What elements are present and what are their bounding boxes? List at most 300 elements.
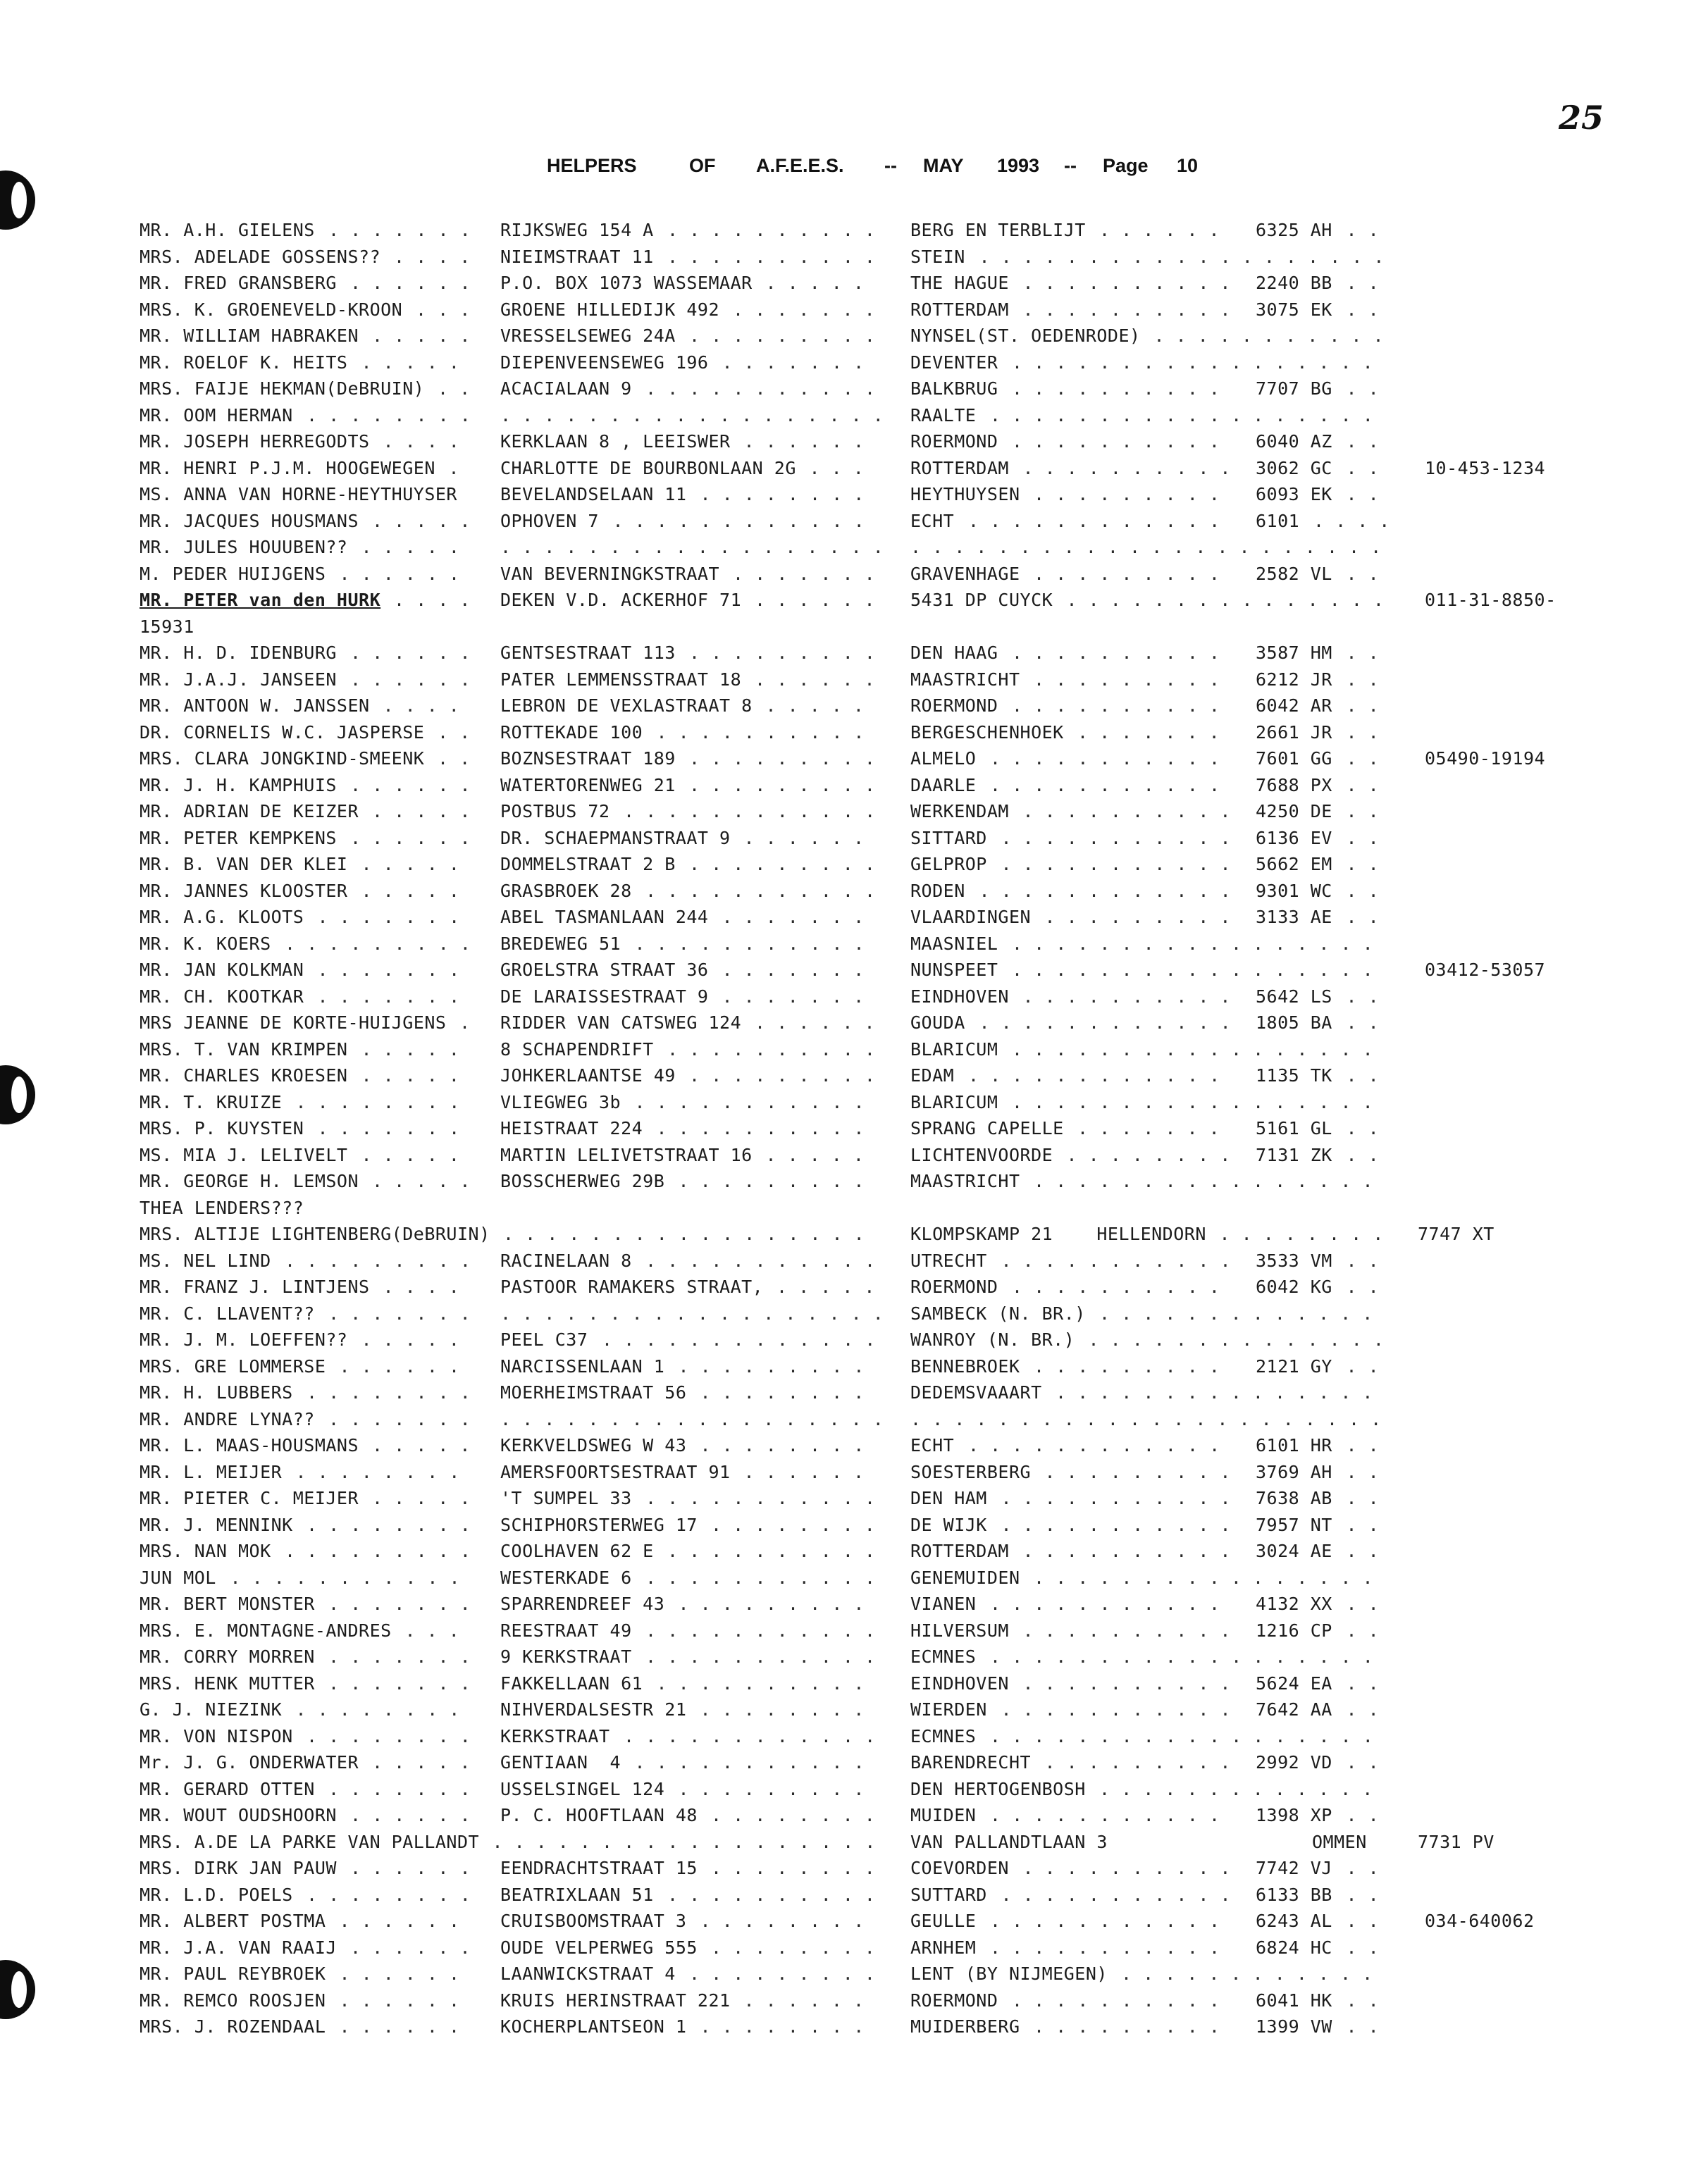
- dot-leader: . . . . . . . . . . . . . . . . . .: [500, 404, 884, 426]
- dot-leader: . . . . . . .: [722, 352, 865, 373]
- helper-name: MR. ANDRE LYNA??: [140, 1408, 315, 1429]
- helper-name: MR. L. MAAS-HOUSMANS: [140, 1435, 359, 1456]
- helper-name: MR. FRED GRANSBERG: [140, 273, 337, 293]
- helper-name: MRS. NAN MOK: [140, 1541, 271, 1561]
- dot-leader: . . . . . . . . . . . . . .: [1088, 1329, 1385, 1350]
- dot-leader: . . . . . . . . . . . . . . . . . .: [990, 1646, 1374, 1667]
- helper-postcode: 5662 EM: [1256, 854, 1332, 874]
- table-row: [0, 270, 1708, 297]
- helper-city: GEULLE: [910, 1911, 977, 1931]
- dot-leader: . .: [1346, 1858, 1380, 1878]
- header-year: 1993: [997, 155, 1040, 176]
- dot-leader: . . . . . . . . . .: [1022, 1620, 1231, 1641]
- dot-leader: . . . . . .: [339, 1355, 460, 1377]
- dot-leader: . . . . . . .: [328, 1303, 471, 1324]
- dot-leader: . . . . . . . . . . . . . . . . . .: [500, 537, 884, 557]
- table-row: [0, 1882, 1708, 1909]
- helper-city: DE WIJK: [910, 1514, 987, 1535]
- dot-leader: . . . . . . . . . . . . .: [1099, 1303, 1373, 1324]
- dot-leader: . . . . . . . . .: [1034, 669, 1220, 690]
- helper-address: LEBRON DE VEXLASTRAAT 8: [500, 695, 753, 716]
- helper-postcode: 6325 AH: [1256, 220, 1332, 240]
- helper-postcode: 9301 WC: [1256, 880, 1332, 901]
- dot-leader: . . . . . . . . . .: [1012, 643, 1220, 663]
- dot-leader: . .: [1346, 774, 1380, 795]
- dot-leader: . . . . . . . . .: [1034, 1355, 1220, 1377]
- helper-name: MR. PAUL REYBROEK: [140, 1963, 326, 1984]
- dot-leader: . .: [1346, 1620, 1380, 1641]
- helper-postcode: 7601 GG: [1256, 748, 1332, 769]
- dot-leader: . .: [1346, 1461, 1380, 1482]
- helper-name: MR. WOUT OUDSHOORN: [140, 1805, 337, 1825]
- helper-address: POSTBUS 72: [500, 801, 610, 821]
- header-dash: --: [884, 155, 897, 176]
- table-row: [0, 481, 1708, 508]
- dot-leader: . . . . . . . . . . . . . . . .: [1034, 1567, 1374, 1588]
- helper-postcode: 6040 AZ: [1256, 431, 1332, 452]
- helper-name: MR. JULES HOUUBEN??: [140, 537, 348, 557]
- helper-name: MR. T. KRUIZE: [140, 1091, 283, 1112]
- header-word: HELPERS: [547, 155, 637, 176]
- dot-leader: . . . . .: [372, 325, 471, 346]
- helper-city: BERG EN TERBLIJT: [910, 220, 1086, 240]
- helper-postcode: 2121 GY: [1256, 1355, 1332, 1377]
- helper-name: MRS. A.DE LA PARKE VAN PALLANDT: [140, 1831, 480, 1852]
- helper-postcode: 6136 EV: [1256, 827, 1332, 848]
- dot-leader: . . . . . . . .: [700, 1382, 865, 1403]
- helper-name: MS. MIA J. LELIVELT: [140, 1144, 348, 1165]
- helper-name: MRS. ADELADE GOSSENS??: [140, 246, 381, 267]
- helper-postcode: 6042 KG: [1256, 1277, 1332, 1297]
- helper-address: EENDRACHTSTRAAT 15: [500, 1858, 698, 1878]
- dot-leader: . . . . . . . . . .: [1022, 457, 1231, 478]
- dot-leader: . . . . . . . . . . . .: [968, 510, 1220, 531]
- helper-address: ACACIALAAN 9: [500, 378, 632, 399]
- dot-leader: . . .: [809, 457, 865, 478]
- helper-postcode: 1805 BA: [1256, 1012, 1332, 1033]
- table-row: [0, 1987, 1708, 2014]
- helper-address: BEVELANDSELAAN 11: [500, 484, 687, 504]
- dot-leader: .: [448, 457, 460, 478]
- helper-name: MR. JOSEPH HERREGODTS: [140, 431, 370, 452]
- helper-city: EINDHOVEN: [910, 986, 1009, 1007]
- helper-name: MRS. DIRK JAN PAUW: [140, 1858, 337, 1878]
- dot-leader: . . . . . . . . .: [1034, 563, 1220, 584]
- helper-address: RACINELAAN 8: [500, 1250, 632, 1271]
- dot-leader: . .: [1346, 986, 1380, 1007]
- helper-name: MR. REMCO ROOSJEN: [140, 1990, 326, 2011]
- helper-address: KERKSTRAAT: [500, 1725, 610, 1746]
- dot-leader: . . . . . . . .: [711, 1858, 876, 1878]
- dot-leader: . . . . . . . . . . .: [1001, 1514, 1232, 1535]
- helper-address: WATERTORENWEG 21: [500, 774, 676, 795]
- helper-address: DIEPENVEENSEWEG 196: [500, 352, 709, 373]
- dot-leader: . . . . . . . . . . .: [1001, 1699, 1232, 1720]
- helper-city: HILVERSUM: [910, 1620, 1009, 1641]
- dot-leader: . .: [1346, 457, 1380, 478]
- dot-leader: . . . . . . .: [328, 1594, 471, 1614]
- helper-address: 8 SCHAPENDRIFT: [500, 1038, 654, 1060]
- dot-leader: . . . . . . . . . . . . . . . . .: [1012, 1038, 1374, 1060]
- dot-leader: . . . . . . . . . . .: [230, 1567, 461, 1588]
- dot-leader: . . . . . .: [339, 1990, 460, 2011]
- helper-phone: 05490-19194: [1425, 748, 1546, 769]
- dot-leader: . .: [438, 748, 471, 769]
- helper-address: REESTRAAT 49: [500, 1620, 632, 1641]
- dot-leader: . . . . . . . . . . .: [990, 1937, 1220, 1958]
- dot-leader: . .: [1346, 1250, 1380, 1271]
- dot-leader: . . . . . . . .: [307, 404, 471, 426]
- dot-leader: . . . . . . . . . . . . . . . . . .: [990, 404, 1374, 426]
- table-row: [0, 402, 1708, 429]
- dot-leader: . . . . . . .: [317, 986, 460, 1007]
- helper-city: STEIN: [910, 246, 965, 267]
- helper-city: NYNSEL(ST. OEDENRODE): [910, 325, 1141, 346]
- dot-leader: . .: [1346, 827, 1380, 848]
- dot-leader: . .: [1346, 907, 1380, 927]
- helper-postcode: 6042 AR: [1256, 695, 1332, 716]
- table-row: [0, 798, 1708, 825]
- dot-leader: . . .: [404, 1620, 460, 1641]
- helper-postcode: 3075 EK: [1256, 299, 1332, 320]
- dot-leader: . . . . . . . . . . . . . . .: [1066, 590, 1385, 610]
- helper-name: THEA LENDERS???: [140, 1197, 304, 1218]
- helper-postcode: 3024 AE: [1256, 1541, 1332, 1561]
- dot-leader: . . . . . .: [350, 669, 471, 690]
- helper-city: ECMNES: [910, 1646, 977, 1667]
- dot-leader: . . . . .: [361, 1329, 460, 1350]
- helper-city: THE HAGUE: [910, 273, 1009, 293]
- dot-leader: . . . . .: [361, 537, 460, 557]
- dot-leader: . . . . . . . . . .: [1022, 299, 1231, 320]
- header-page-label: Page: [1103, 155, 1149, 176]
- dot-leader: . . . . .: [372, 1171, 471, 1191]
- helper-postcode: 7131 ZK: [1256, 1144, 1332, 1165]
- dot-leader: . . . . . . . . .: [285, 933, 471, 954]
- helper-phone: 10-453-1234: [1425, 457, 1546, 478]
- helper-address: PASTOOR RAMAKERS STRAAT,: [500, 1277, 764, 1297]
- helper-name: MR. J.A.J. JANSEEN: [140, 669, 337, 690]
- helper-name: MR. GERARD OTTEN: [140, 1778, 315, 1799]
- dot-leader: . . . . . . . . . . . . . . . . . . . . . .: [910, 537, 1382, 557]
- table-row: [0, 1459, 1708, 1486]
- table-row: [0, 1248, 1708, 1274]
- dot-leader: . . . . .: [361, 854, 460, 874]
- dot-leader: . . . . . .: [339, 563, 460, 584]
- helper-name: MRS. ALTIJE LIGHTENBERG(DeBRUIN): [140, 1224, 490, 1244]
- dot-leader: . .: [1346, 220, 1380, 240]
- helper-name: MR. H. D. IDENBURG: [140, 643, 337, 663]
- dot-leader: . . . . . . . . . . .: [990, 1911, 1220, 1931]
- dot-leader: . . . . . . . . . .: [1022, 1673, 1231, 1694]
- helper-address: P. C. HOOFTLAAN 48: [500, 1805, 698, 1825]
- dot-leader: . . . . . . .: [328, 1673, 471, 1694]
- dot-leader: . .: [1346, 2016, 1380, 2037]
- table-row: [0, 1723, 1708, 1750]
- dot-leader: . . . . . . . . .: [678, 1778, 865, 1799]
- helper-city: DAARLE: [910, 774, 977, 795]
- helper-address: FAKKELLAAN 61: [500, 1673, 643, 1694]
- dot-leader: . . . . . . . . .: [285, 1250, 471, 1271]
- dot-leader: . . . . . . . . .: [689, 1963, 876, 1984]
- dot-leader: . . . . . . . . . . .: [990, 748, 1220, 769]
- dot-leader: . . . . . .: [1099, 220, 1220, 240]
- helper-city: LICHTENVOORDE: [910, 1144, 1053, 1165]
- table-row: [0, 455, 1708, 482]
- dot-leader: . . . . . . . . . . .: [990, 774, 1220, 795]
- dot-leader: . . . . . . . .: [700, 2016, 865, 2037]
- table-row: [0, 957, 1708, 984]
- helper-postcode: 7742 VJ: [1256, 1858, 1332, 1878]
- dot-leader: . .: [1346, 1514, 1380, 1535]
- table-row: [0, 878, 1708, 905]
- dot-leader: . . . . . . . . . .: [667, 246, 876, 267]
- helper-city: ALMELO: [910, 748, 977, 769]
- helper-address: DE LARAISSESTRAAT 9: [500, 986, 709, 1007]
- helper-postcode: 5161 GL: [1256, 1118, 1332, 1138]
- helper-address: COOLHAVEN 62 E: [500, 1541, 654, 1561]
- helper-name: MS. ANNA VAN HORNE-HEYTHUYSER: [140, 484, 457, 504]
- helper-postcode: 6243 AL: [1256, 1911, 1332, 1931]
- helper-address: AMERSFOORTSESTRAAT 91: [500, 1461, 731, 1482]
- dot-leader: . . . . . . .: [328, 220, 471, 240]
- helper-city: BLARICUM: [910, 1038, 998, 1060]
- dot-leader: . . . . . . . . . .: [1012, 695, 1220, 716]
- table-row: [0, 297, 1708, 323]
- dot-leader: . . . . . . . .: [711, 1514, 876, 1535]
- helper-city: ROERMOND: [910, 1990, 998, 2011]
- dot-leader: . . . . . . .: [722, 986, 865, 1007]
- helper-name: MRS. E. MONTAGNE-ANDRES: [140, 1620, 392, 1641]
- helper-name: MR. GEORGE H. LEMSON: [140, 1171, 359, 1191]
- helper-postcode: 6212 JR: [1256, 669, 1332, 690]
- dot-leader: . . . . . . . . . . .: [990, 1805, 1220, 1825]
- dot-leader: . .: [1346, 1118, 1380, 1138]
- helper-address: JOHKERLAANTSE 49: [500, 1065, 676, 1086]
- dot-leader: . . . . . . . . . .: [667, 1884, 876, 1905]
- dot-leader: . . . . . . . . .: [1044, 907, 1231, 927]
- dot-leader: . . . . . . . . . .: [1022, 273, 1231, 293]
- dot-leader: . . . . . . . .: [711, 1805, 876, 1825]
- helper-name: MR. J. MENNINK: [140, 1514, 293, 1535]
- helper-name: MR. A.H. GIELENS: [140, 220, 315, 240]
- helper-postcode: 6093 EK: [1256, 484, 1332, 504]
- helper-address: WESTERKADE 6: [500, 1567, 632, 1588]
- helper-city: EDAM: [910, 1065, 955, 1086]
- dot-leader: . . . . . . . . . . .: [645, 1567, 876, 1588]
- dot-leader: . . . . . . . . . .: [656, 721, 865, 743]
- header-word: OF: [689, 155, 716, 176]
- helper-postcode: 7642 AA: [1256, 1699, 1332, 1720]
- helper-name: MR. L.D. POELS: [140, 1884, 293, 1905]
- helper-name: MR. WILLIAM HABRAKEN: [140, 325, 359, 346]
- helper-city: VIANEN: [910, 1594, 977, 1614]
- dot-leader: . . . . . . .: [317, 1118, 460, 1138]
- dot-leader: . . . . . . .: [1077, 721, 1220, 743]
- helper-postcode: 6041 HK: [1256, 1990, 1332, 2011]
- dot-leader: . . . . .: [372, 510, 471, 531]
- helper-postcode: 5642 LS: [1256, 986, 1332, 1007]
- dot-leader: . . . . . . .: [317, 907, 460, 927]
- table-row: [0, 1776, 1708, 1803]
- table-row: [0, 640, 1708, 666]
- helper-name: MR. BERT MONSTER: [140, 1594, 315, 1614]
- dot-leader: . . . . . . . . . . .: [1001, 1250, 1232, 1271]
- table-row: [0, 1961, 1708, 1987]
- dot-leader: . . . . . . . . .: [678, 1594, 865, 1614]
- dot-leader: . . . . . .: [755, 669, 876, 690]
- dot-leader: . .: [1346, 1488, 1380, 1508]
- helper-address: ROTTEKADE 100: [500, 721, 643, 743]
- helper-city: ROTTERDAM: [910, 299, 1009, 320]
- helper-city: GOUDA: [910, 1012, 965, 1033]
- table-row: [0, 984, 1708, 1010]
- helper-address: CRUISBOOMSTRAAT 3: [500, 1911, 687, 1931]
- helper-address: USSELSINGEL 124: [500, 1778, 665, 1799]
- dot-leader: . . . . . . . . . . . . . . . . . . .: [979, 246, 1385, 267]
- dot-leader: . . . . . . . . . . . .: [968, 1435, 1220, 1456]
- helper-city: ROTTERDAM: [910, 457, 1009, 478]
- helper-address: KRUIS HERINSTRAAT 221: [500, 1990, 731, 2011]
- helper-postcode: 7707 BG: [1256, 378, 1332, 399]
- table-row: [0, 904, 1708, 931]
- helper-city: BALKBRUG: [910, 378, 998, 399]
- helper-name: MRS. K. GROENEVELD-KROON: [140, 299, 403, 320]
- helper-city: VAN PALLANDTLAAN 3: [910, 1831, 1108, 1852]
- dot-leader: . . . . . .: [350, 273, 471, 293]
- helper-city: GRAVENHAGE: [910, 563, 1020, 584]
- dot-leader: . .: [1346, 695, 1380, 716]
- dot-leader: . . . . . . . . .: [689, 774, 876, 795]
- dot-leader: . . . . . . . . . . .: [645, 1646, 876, 1667]
- dot-leader: . . . . . . . . . . .: [634, 1752, 865, 1773]
- dot-leader: . . . . .: [361, 1144, 460, 1165]
- dot-leader: . . . . . .: [339, 1963, 460, 1984]
- helper-postcode: 6133 BB: [1256, 1884, 1332, 1905]
- helper-address: MARTIN LELIVETSTRAAT 16: [500, 1144, 753, 1165]
- helper-name: MRS. GRE LOMMERSE: [140, 1355, 326, 1377]
- dot-leader: . . . . . . . . . .: [1012, 1990, 1220, 2011]
- helper-address: VAN BEVERNINGKSTRAAT: [500, 563, 720, 584]
- dot-leader: . .: [1346, 1752, 1380, 1773]
- helper-city: BLARICUM: [910, 1091, 998, 1112]
- dot-leader: . . . . . . . . . .: [1022, 801, 1231, 821]
- helper-city: MAASNIEL: [910, 933, 998, 954]
- helper-city: MAASTRICHT: [910, 669, 1020, 690]
- dot-leader: . . . . . .: [743, 827, 865, 848]
- helper-address: GENTIAAN 4: [500, 1752, 621, 1773]
- dot-leader: . . . . . . . . . . . . . . . . .: [1012, 1091, 1374, 1112]
- helper-name: MR. ROELOF K. HEITS: [140, 352, 348, 373]
- helper-postcode: 7688 PX: [1256, 774, 1332, 795]
- dot-leader: . . . . . . . . . . .: [645, 1620, 876, 1641]
- dot-leader: . .: [1346, 1990, 1380, 2011]
- table-row: [0, 508, 1708, 535]
- dot-leader: . . . . . . . . . .: [656, 1673, 865, 1694]
- dot-leader: . . . . . . . . .: [1044, 1752, 1231, 1773]
- helper-name: MR. A.G. KLOOTS: [140, 907, 304, 927]
- helper-address: DEKEN V.D. ACKERHOF 71: [500, 590, 742, 610]
- dot-leader: . . . . .: [765, 695, 865, 716]
- helper-name: MR. JANNES KLOOSTER: [140, 880, 348, 901]
- dot-leader: . . . . . . . .: [307, 1514, 471, 1535]
- header-page-number: 10: [1177, 155, 1199, 176]
- helper-city: SPRANG CAPELLE: [910, 1118, 1064, 1138]
- dot-leader: . . . .: [383, 431, 460, 452]
- table-row: [0, 1115, 1708, 1142]
- dot-leader: . . . . . .: [339, 2016, 460, 2037]
- table-row: [0, 931, 1708, 957]
- helper-postcode: 2240 BB: [1256, 273, 1332, 293]
- dot-leader: .: [459, 1012, 471, 1033]
- dot-leader: . . . . . . . . . . . . . . . . . .: [990, 1725, 1374, 1746]
- dot-leader: . . . .: [1313, 510, 1390, 531]
- helper-phone: 011-31-8850-: [1425, 590, 1557, 610]
- helper-postcode: 1399 VW: [1256, 2016, 1332, 2037]
- dot-leader: . .: [1346, 1435, 1380, 1456]
- helper-city: ECHT: [910, 1435, 955, 1456]
- helper-postcode: 2992 VD: [1256, 1752, 1332, 1773]
- table-row: [0, 1142, 1708, 1169]
- helper-name: MR. HENRI P.J.M. HOOGEWEGEN: [140, 457, 435, 478]
- table-row: [0, 587, 1708, 614]
- dot-leader: . .: [1346, 484, 1380, 504]
- helper-address: NIEIMSTRAAT 11: [500, 246, 654, 267]
- helper-name: MR. CORRY MORREN: [140, 1646, 315, 1667]
- helper-name: MR. J.A. VAN RAAIJ: [140, 1937, 337, 1958]
- dot-leader: . . . . . .: [339, 1911, 460, 1931]
- helper-address: GROENE HILLEDIJK 492: [500, 299, 720, 320]
- helper-name: MR. CH. KOOTKAR: [140, 986, 304, 1007]
- dot-leader: . . . . . . . . . .: [1022, 986, 1231, 1007]
- helper-name: MRS. FAIJE HEKMAN(DeBRUIN): [140, 378, 425, 399]
- dot-leader: . .: [438, 378, 471, 399]
- helper-city: LENT (BY NIJMEGEN): [910, 1963, 1108, 1984]
- helper-city: ARNHEM: [910, 1937, 977, 1958]
- table-row: [0, 1565, 1708, 1592]
- helper-name: MR. FRANZ J. LINTJENS: [140, 1277, 370, 1297]
- helper-name: MR. ADRIAN DE KEIZER: [140, 801, 359, 821]
- dot-leader: . .: [1346, 431, 1380, 452]
- table-row: [0, 1802, 1708, 1829]
- handwritten-page-number: 25: [1559, 99, 1604, 137]
- dot-leader: . . . . . . .: [1077, 1118, 1220, 1138]
- helper-address: BEATRIXLAAN 51: [500, 1884, 654, 1905]
- dot-leader: . . . . . . . . . . . . . . . . . .: [492, 1831, 876, 1852]
- helper-postcode: 6101: [1256, 510, 1300, 531]
- helper-postcode: 4132 XX: [1256, 1594, 1332, 1614]
- table-row: [0, 217, 1708, 244]
- helper-city: DEVENTER: [910, 352, 998, 373]
- table-row: [0, 1379, 1708, 1406]
- helper-city: KLOMPSKAMP 21 HELLENDORN: [910, 1224, 1206, 1244]
- helper-address: GROELSTRA STRAAT 36: [500, 960, 709, 980]
- dot-leader: . . . . . . . .: [295, 1461, 460, 1482]
- dot-leader: . . . . . . . .: [700, 1435, 865, 1456]
- helper-address: RIJKSWEG 154 A: [500, 220, 654, 240]
- table-row: [0, 1327, 1708, 1353]
- dot-leader: . .: [1346, 273, 1380, 293]
- helper-city: BENNEBROEK: [910, 1355, 1020, 1377]
- helper-address: KERKLAAN 8 , LEEISWER: [500, 431, 731, 452]
- dot-leader: . .: [1346, 1594, 1380, 1614]
- table-row: [0, 719, 1708, 746]
- header-org: A.F.E.E.S.: [756, 155, 844, 176]
- helper-name: MRS. HENK MUTTER: [140, 1673, 315, 1694]
- dot-leader: . . . . . . . . . . . . .: [1099, 1778, 1373, 1799]
- helper-city: RAALTE: [910, 404, 977, 426]
- helper-city: SOESTERBERG: [910, 1461, 1032, 1482]
